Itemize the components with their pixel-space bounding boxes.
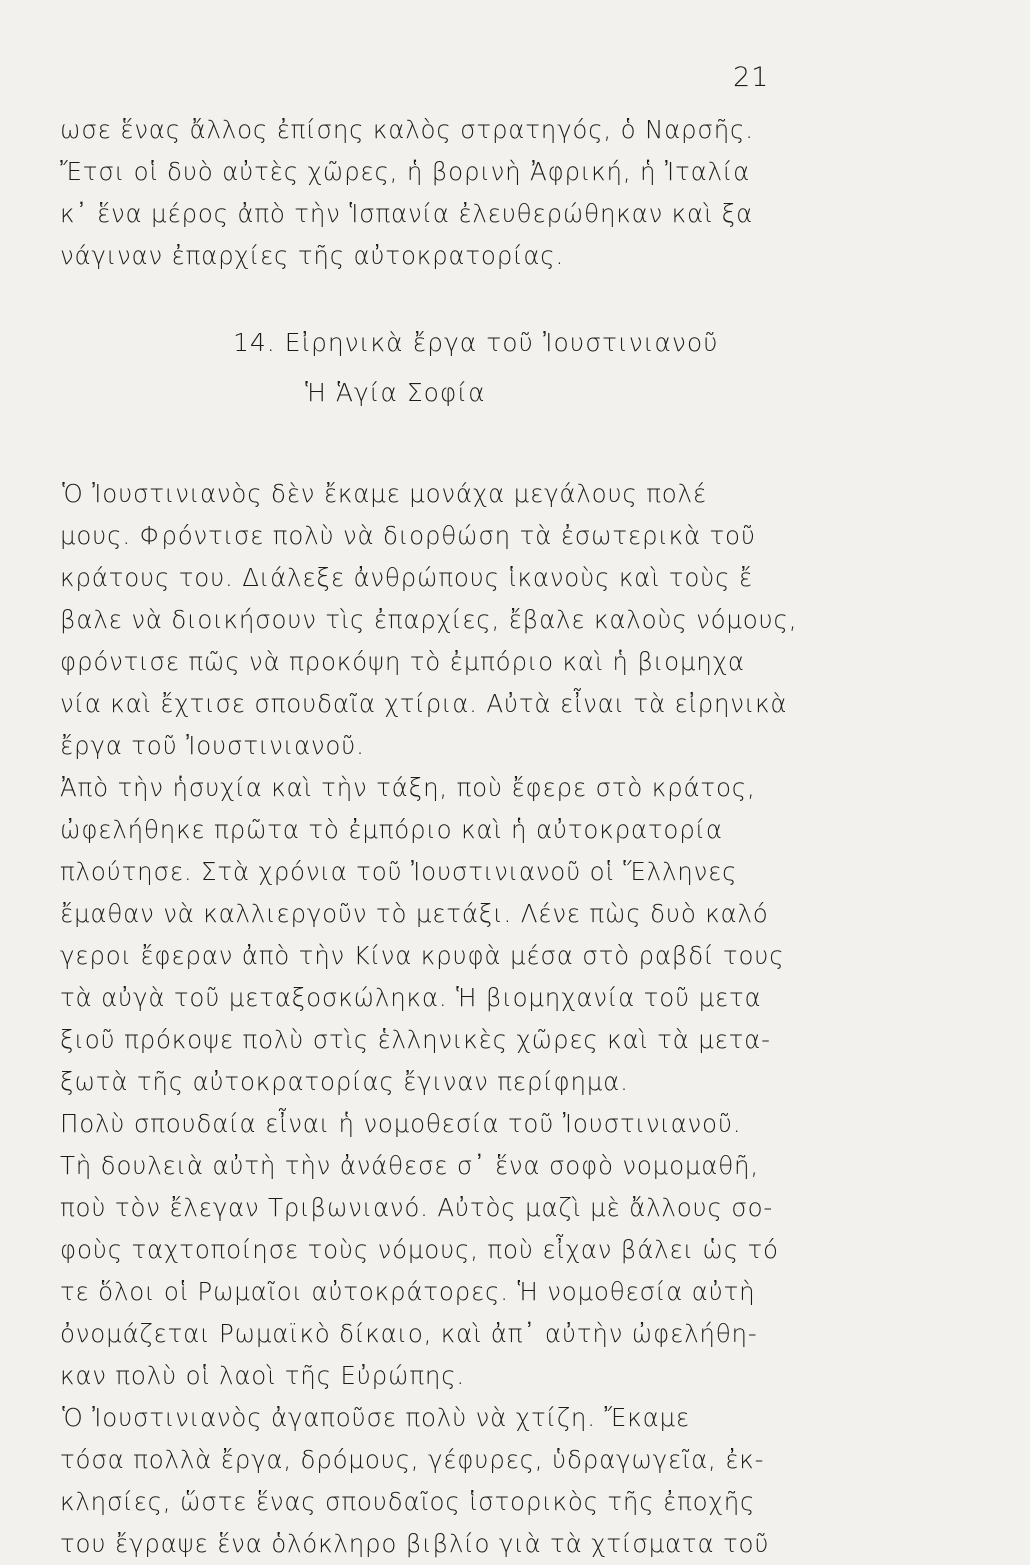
text-line: τόσα πολλὰ ἔργα, δρόμους, γέφυρες, ὑδραγωγεῖα, ἐκ- — [60, 1445, 765, 1474]
text-line: τε ὅλοι οἱ Ρωμαῖοι αὐτοκράτορες. Ἡ νομοθεσία αὐτὴ — [60, 1277, 756, 1306]
text-line: ξιοῦ πρόκοψε πολὺ στὶς ἑλληνικὲς χῶρες καὶ τὰ μετα- — [60, 1025, 771, 1054]
page-number: 21 — [733, 62, 770, 93]
text-line: τὰ αὐγὰ τοῦ μεταξοσκώληκα. Ἡ βιομηχανία τοῦ μετα — [60, 983, 762, 1012]
text-line: πλούτησε. Στὰ χρόνια τοῦ Ἰουστινιανοῦ οἱ Ἕλληνες — [60, 857, 738, 886]
text-line: νάγιναν ἐπαρχίες τῆς αὐτοκρατορίας. — [60, 241, 565, 270]
text-line: Ἀπὸ τὴν ἡσυχία καὶ τὴν τάξη, ποὺ ἔφερε στὸ κράτος, — [60, 773, 756, 802]
text-line: Τὴ δουλειὰ αὐτὴ τὴν ἀνάθεσε σ᾽ ἕνα σοφὸ νομομαθῆ, — [60, 1151, 759, 1180]
text-line: του ἔγραψε ἕνα ὁλόκληρο βιβλίο γιὰ τὰ χτίσματα τοῦ — [60, 1529, 770, 1558]
text-line: φοὺς ταχτοποίησε τοὺς νόμους, ποὺ εἶχαν βάλει ὡς τό — [60, 1235, 779, 1264]
text-line: νία καὶ ἔχτισε σπουδαῖα χτίρια. Αὐτὰ εἶναι τὰ εἰρηνικὰ — [60, 689, 788, 718]
text-line: Ὁ Ἰουστινιανὸς δὲν ἔκαμε μονάχα μεγάλους πολέ — [62, 479, 707, 508]
text-line: ποὺ τὸν ἔλεγαν Τριβωνιανό. Αὐτὸς μαζὶ μὲ ἄλλους σο- — [60, 1193, 773, 1222]
text-line: Πολὺ σπουδαία εἶναι ἡ νομοθεσία τοῦ Ἰουστινιανοῦ. — [60, 1109, 742, 1138]
text-line: ὀνομάζεται Ρωμαϊκὸ δίκαιο, καὶ ἀπ᾽ αὐτὴν ὠφελήθη- — [60, 1319, 758, 1348]
text-line: ὠφελήθηκε πρῶτα τὸ ἐμπόριο καὶ ἡ αὐτοκρατορία — [60, 815, 723, 844]
text-line: ωσε ἕνας ἄλλος ἐπίσης καλὸς στρατηγός, ὁ Ναρσῆς. — [60, 115, 754, 144]
text-line: γεροι ἔφεραν ἀπὸ τὴν Κίνα κρυφὰ μέσα στὸ ραβδί τους — [60, 941, 785, 970]
text-line: ἔργα τοῦ Ἰουστινιανοῦ. — [60, 731, 365, 760]
text-line: φρόντισε πῶς νὰ προκόψη τὸ ἐμπόριο καὶ ἡ βιομηχα — [60, 647, 745, 676]
text-line: καν πολὺ οἱ λαοὶ τῆς Εὐρώπης. — [60, 1361, 465, 1390]
text-line: ξωτὰ τῆς αὐτοκρατορίας ἔγιναν περίφημα. — [60, 1067, 629, 1096]
text-line: Ἔτσι οἱ δυὸ αὐτὲς χῶρες, ἡ βορινὴ Ἀφρική, ἡ Ἰταλία — [60, 157, 751, 186]
intro-paragraph — [60, 109, 965, 277]
text-line: κ᾽ ἕνα μέρος ἀπὸ τὴν Ἱσπανία ἐλευθερώθηκαν καὶ ξα — [60, 199, 754, 228]
text-line: Ὁ Ἰουστινιανὸς ἀγαποῦσε πολὺ νὰ χτίζη. Ἔκαμε — [62, 1403, 690, 1432]
text-line: κράτους του. Διάλεξε ἀνθρώπους ἱκανοὺς καὶ τοὺς ἔ — [60, 563, 753, 592]
section-body — [60, 473, 965, 1565]
text-line: βαλε νὰ διοικήσουν τὶς ἐπαρχίες, ἔβαλε καλοὺς νόμους, — [60, 605, 798, 634]
section-subtitle: Ἡ Ἁγία Σοφία — [305, 378, 486, 407]
text-line: κλησίες, ὥστε ἕνας σπουδαῖος ἱστορικὸς τῆς ἐποχῆς — [60, 1487, 756, 1516]
section-title: 14. Εἰρηνικὰ ἔργα τοῦ Ἰουστινιανοῦ — [233, 328, 719, 357]
text-line: ἔμαθαν νὰ καλλιεργοῦν τὸ μετάξι. Λένε πὼς δυὸ καλό — [60, 899, 769, 928]
text-line: μους. Φρόντισε πολὺ νὰ διορθώση τὰ ἐσωτερικὰ τοῦ — [60, 521, 756, 550]
